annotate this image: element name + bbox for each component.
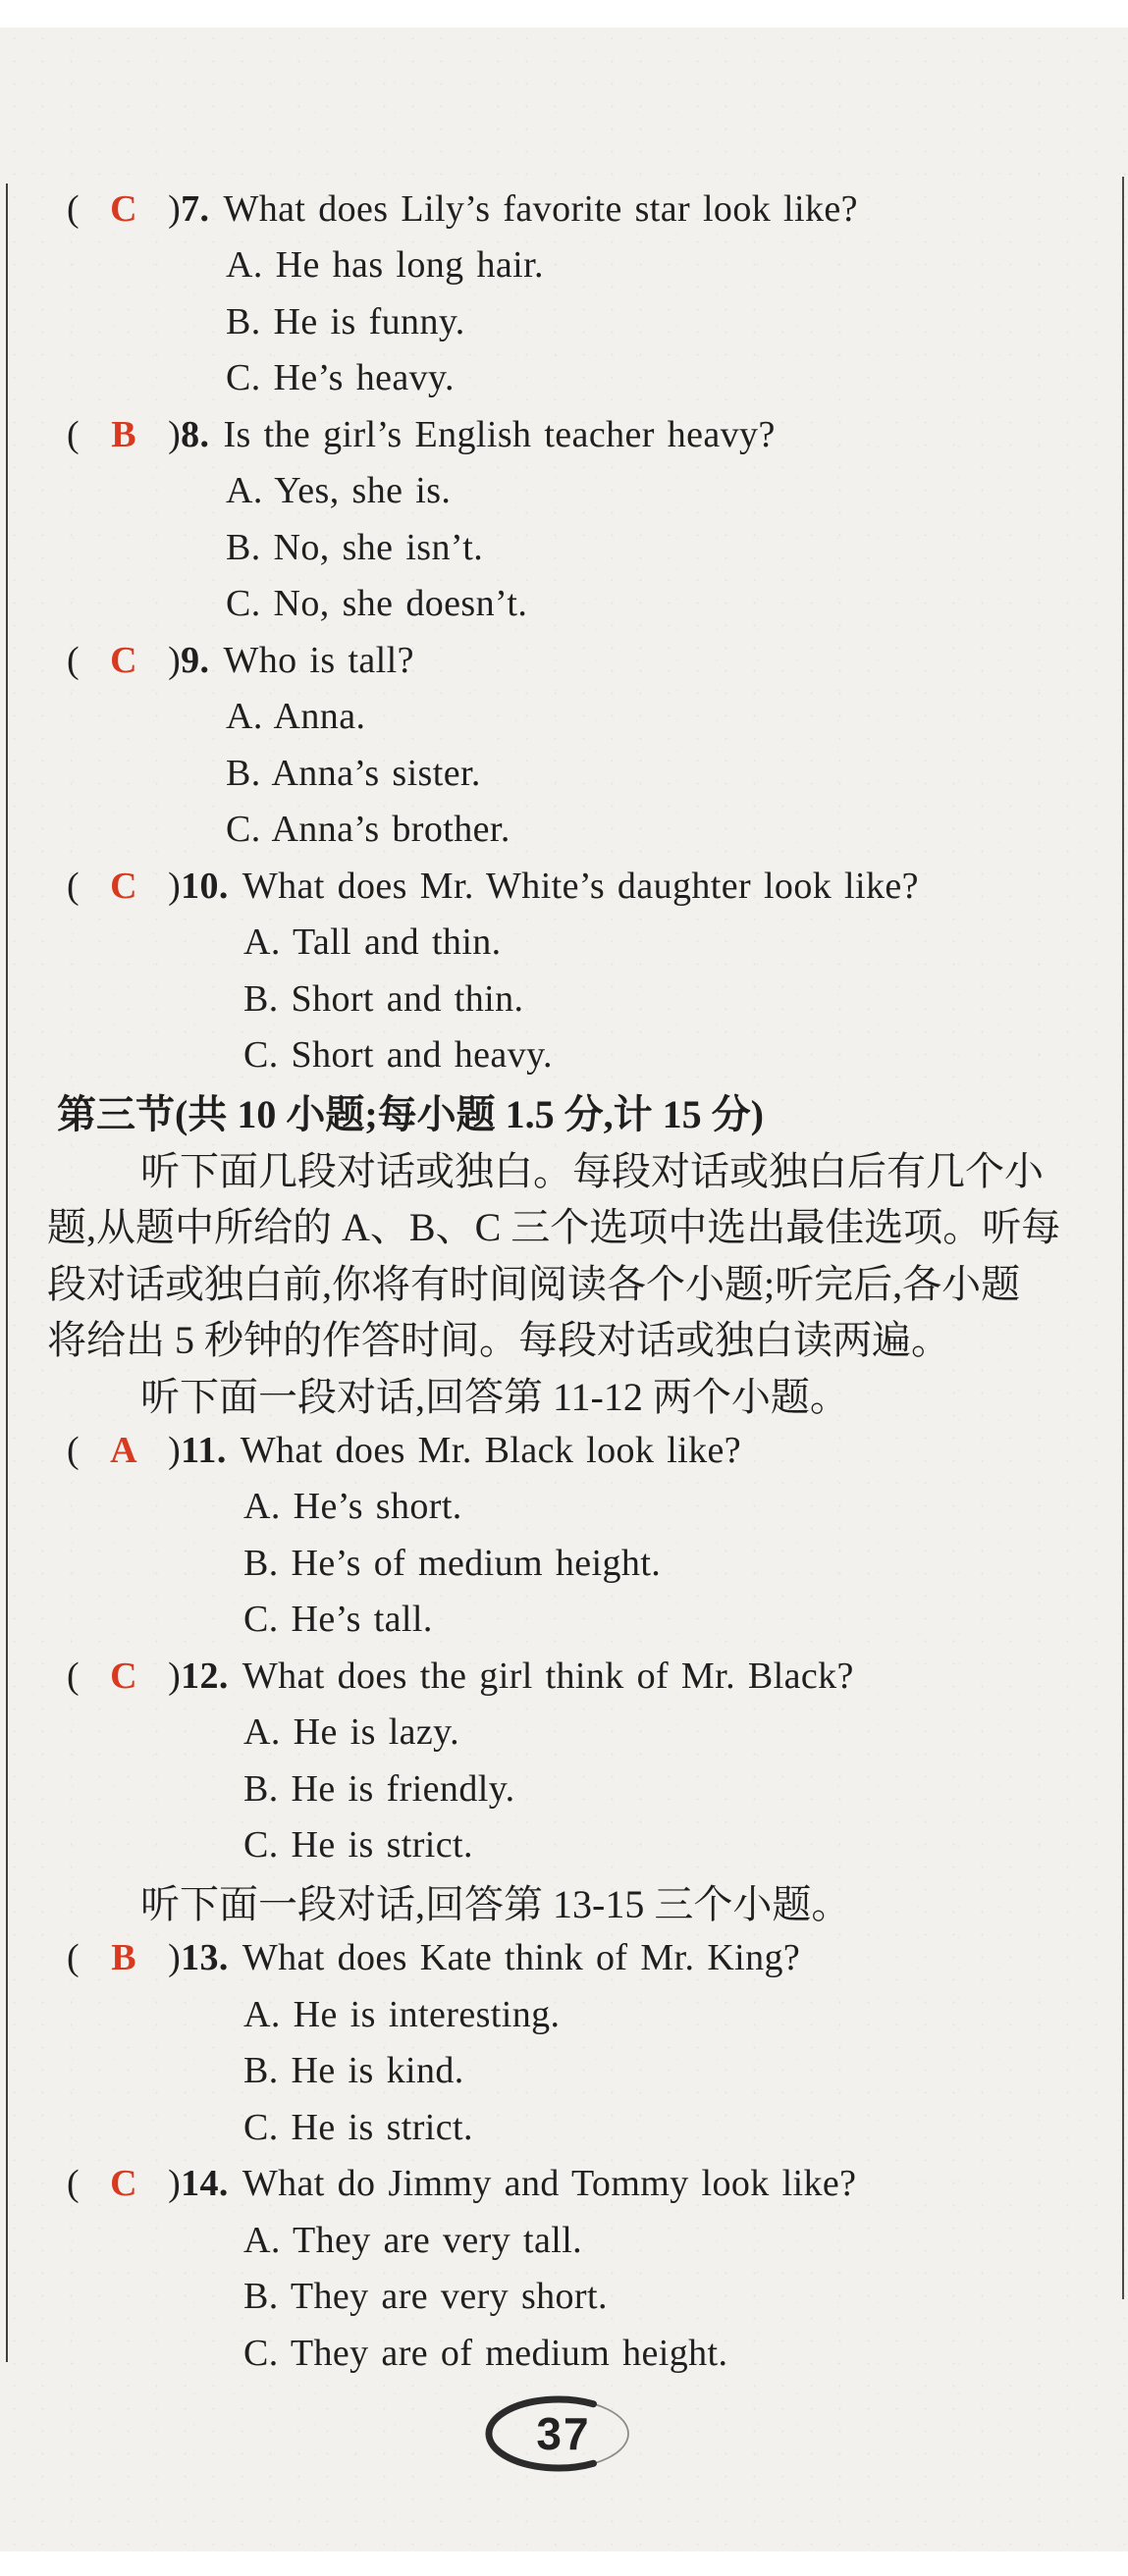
question-number-9: 9.: [181, 639, 210, 681]
question-text-9: Who is tall?: [223, 639, 414, 681]
option-9c: C. Anna’s brother.: [226, 809, 510, 851]
answer-letter-14: C: [110, 2163, 137, 2205]
option-10a: A. Tall and thin.: [243, 921, 502, 964]
open-paren: (: [67, 187, 81, 230]
close-paren: ): [168, 1429, 182, 1471]
question-line-14: [0, 2156, 1128, 2213]
close-paren: ): [168, 1655, 182, 1697]
page-number-badge: [485, 2395, 632, 2472]
question-number-10: 10.: [181, 865, 229, 907]
question-number-12: 12.: [181, 1655, 229, 1697]
option-7c: C. He’s heavy.: [226, 357, 455, 399]
close-paren: ): [168, 639, 182, 681]
open-paren: (: [67, 865, 81, 907]
question-line-7: [0, 181, 1128, 237]
close-paren: ): [168, 2163, 182, 2205]
close-paren: ): [168, 413, 182, 455]
answer-letter-10: C: [110, 865, 137, 907]
question-line-8: [0, 406, 1128, 463]
option-7a: A. He has long hair.: [226, 244, 544, 287]
option-8a: A. Yes, she is.: [226, 470, 452, 512]
dialog-hint-11-12: 听下面一段对话,回答第 11-12 两个小题。: [140, 1374, 849, 1419]
question-number-14: 14.: [181, 2163, 229, 2205]
option-11a: A. He’s short.: [243, 1486, 462, 1528]
close-paren: ): [168, 187, 182, 230]
open-paren: (: [67, 1429, 81, 1471]
question-number-7: 7.: [181, 187, 210, 230]
answer-letter-13: B: [111, 1937, 136, 1979]
question-line-11: [0, 1422, 1128, 1479]
option-8c: C. No, she doesn’t.: [226, 583, 528, 625]
option-14b: B. They are very short.: [243, 2276, 608, 2318]
question-text-13: What does Kate think of Mr. King?: [242, 1937, 801, 1979]
question-text-7: What does Lily’s favorite star look like?: [223, 187, 858, 230]
page-number: 37: [536, 2408, 591, 2459]
section-instruction-3: 段对话或独白前,你将有时间阅读各个小题;听完后,各小题: [47, 1261, 1021, 1306]
section-instruction-1: 听下面几段对话或独白。每段对话或独白后有几个小: [140, 1148, 1044, 1193]
option-11c: C. He’s tall.: [243, 1599, 433, 1641]
question-text-11: What does Mr. Black look like?: [240, 1429, 742, 1471]
question-text-10: What does Mr. White’s daughter look like?: [242, 865, 919, 907]
option-12b: B. He is friendly.: [243, 1767, 515, 1810]
option-13b: B. He is kind.: [243, 2050, 464, 2092]
answer-letter-7: C: [110, 187, 137, 230]
question-line-12: [0, 1648, 1128, 1705]
test-content: [0, 181, 1128, 2382]
question-line-9: [0, 632, 1128, 689]
section-header-detail: (共 10 小题;每小题 1.5 分,计 15 分): [175, 1092, 764, 1137]
option-9a: A. Anna.: [226, 696, 366, 738]
option-9b: B. Anna’s sister.: [226, 752, 481, 794]
close-paren: ): [168, 865, 182, 907]
option-12c: C. He is strict.: [243, 1824, 473, 1866]
section-header-title: 第三节: [57, 1092, 175, 1137]
question-number-8: 8.: [181, 413, 210, 455]
option-13c: C. He is strict.: [243, 2106, 473, 2148]
option-10b: B. Short and thin.: [243, 977, 524, 1020]
option-11b: B. He’s of medium height.: [243, 1542, 662, 1584]
open-paren: (: [67, 2163, 81, 2205]
section-header: [0, 1083, 1128, 1140]
question-text-8: Is the girl’s English teacher heavy?: [223, 413, 776, 455]
answer-letter-11: A: [110, 1429, 137, 1471]
question-number-11: 11.: [181, 1429, 227, 1471]
option-13a: A. He is interesting.: [243, 1993, 561, 2035]
option-7b: B. He is funny.: [226, 300, 465, 342]
open-paren: (: [67, 413, 81, 455]
option-8b: B. No, she isn’t.: [226, 526, 484, 568]
option-12a: A. He is lazy.: [243, 1711, 460, 1754]
question-text-12: What does the girl think of Mr. Black?: [242, 1655, 854, 1697]
question-number-13: 13.: [181, 1937, 229, 1979]
question-line-10: [0, 858, 1128, 915]
option-10c: C. Short and heavy.: [243, 1034, 553, 1077]
answer-letter-8: B: [111, 413, 136, 455]
answer-letter-9: C: [110, 639, 137, 681]
open-paren: (: [67, 1655, 81, 1697]
section-instruction-4: 将给出 5 秒钟的作答时间。每段对话或独白读两遍。: [47, 1318, 950, 1363]
option-14c: C. They are of medium height.: [243, 2332, 728, 2374]
option-14a: A. They are very tall.: [243, 2219, 583, 2261]
close-paren: ): [168, 1937, 182, 1979]
question-text-14: What do Jimmy and Tommy look like?: [242, 2163, 857, 2205]
dialog-hint-13-15: 听下面一段对话,回答第 13-15 三个小题。: [140, 1882, 851, 1927]
section-instruction-2: 题,从题中所给的 A、B、C 三个选项中选出最佳选项。听每: [47, 1205, 1061, 1250]
question-line-13: [0, 1930, 1128, 1987]
open-paren: (: [67, 1937, 81, 1979]
answer-letter-12: C: [110, 1655, 137, 1697]
open-paren: (: [67, 639, 81, 681]
